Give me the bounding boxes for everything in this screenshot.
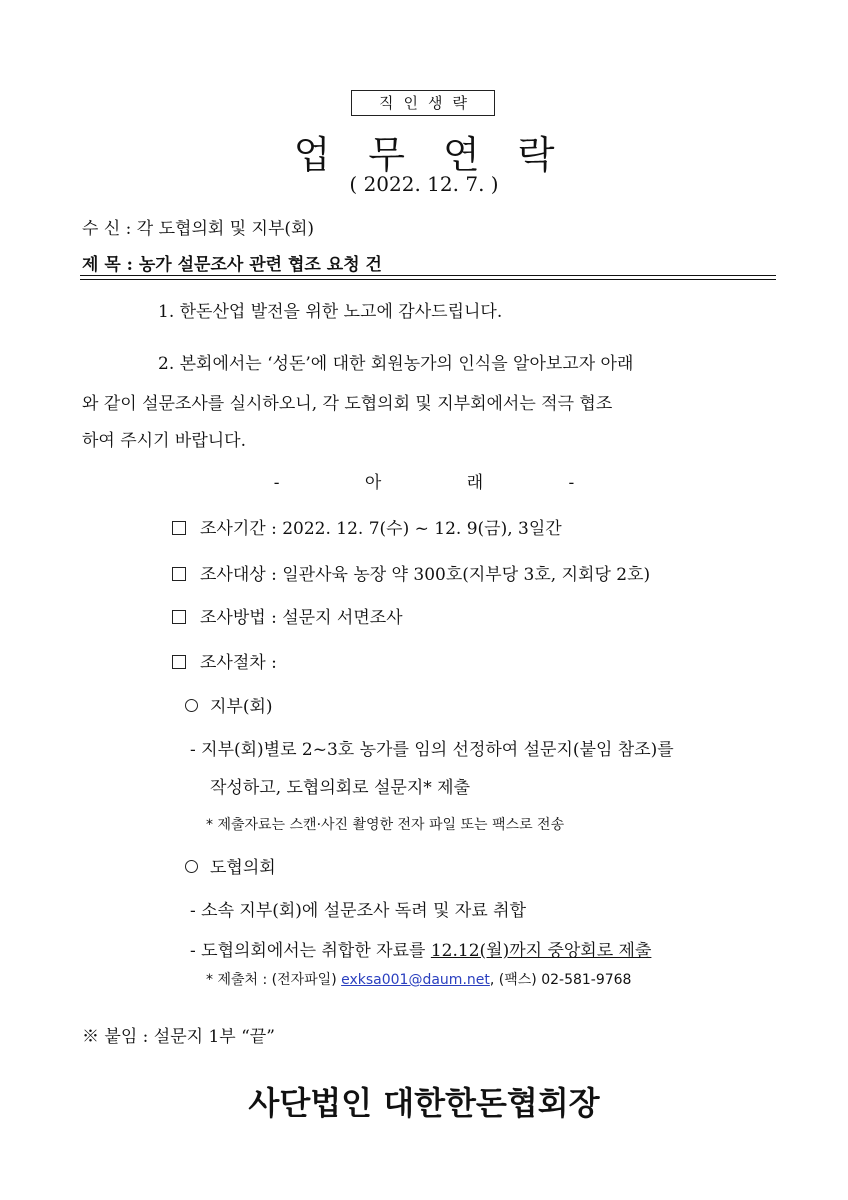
branch-note: * 제출자료는 스캔·사진 촬영한 전자 파일 또는 팩스로 전송 [206, 817, 565, 833]
circle-bullet-icon [185, 860, 198, 873]
below-heading: - 아 래 - [273, 473, 615, 493]
omitted-seal-stamp: 직인생략 [351, 90, 495, 116]
branch-line-1: - 지부(회)별로 2~3호 농가를 임의 선정하여 설문지(붙임 참조)를 [190, 740, 674, 760]
checkbox-square-icon [172, 567, 186, 581]
province-note-suffix: , (팩스) 02-581-9768 [489, 972, 632, 988]
submission-deadline: 12.12(월)까지 중앙회로 제출 [430, 941, 652, 961]
organization-signature: 사단법인 대한한돈협회장 [248, 1084, 600, 1122]
document-title: 업무연락 [293, 133, 593, 177]
province-line-2 [190, 936, 651, 961]
province-note-prefix: * 제출처 : (전자파일) [206, 972, 342, 988]
province-line-2-prefix: - 도협의회에서는 취합한 자료를 [190, 941, 431, 961]
branch-heading-text: 지부(회) [210, 697, 273, 717]
item-text: 조사절차 : [200, 653, 277, 673]
province-line-1: - 소속 지부(회)에 설문조사 독려 및 자료 취합 [190, 901, 527, 921]
checkbox-square-icon [172, 655, 186, 669]
checkbox-square-icon [172, 521, 186, 535]
document-date: ( 2022. 12. 7. ) [349, 172, 499, 196]
circle-bullet-icon [185, 699, 198, 712]
item-text: 조사방법 : 설문지 서면조사 [200, 608, 403, 628]
province-heading [185, 853, 276, 878]
subject-rule-top [80, 275, 776, 276]
paragraph-1: 1. 한돈산업 발전을 위한 노고에 감사드립니다. [158, 302, 503, 322]
item-survey-procedure [172, 648, 277, 673]
item-survey-period [172, 514, 562, 539]
item-survey-target [172, 560, 650, 585]
item-text: 조사기간 : 2022. 12. 7(수) ~ 12. 9(금), 3일간 [200, 519, 562, 539]
branch-line-2: 작성하고, 도협의회로 설문지* 제출 [210, 778, 471, 798]
paragraph-2-line-2: 와 같이 설문조사를 실시하오니, 각 도협의회 및 지부회에서는 적극 협조 [82, 394, 613, 414]
attachment-line: ※ 붙임 : 설문지 1부 “끝” [82, 1027, 275, 1047]
subject-rule-bottom [80, 279, 776, 280]
recipient-line: 수 신 : 각 도협의회 및 지부(회) [82, 219, 315, 239]
paragraph-2-line-1: 2. 본회에서는 ‘성돈’에 대한 회원농가의 인식을 알아보고자 아래 [158, 354, 634, 374]
item-text: 조사대상 : 일관사육 농장 약 300호(지부당 3호, 지회당 2호) [200, 565, 651, 585]
province-note [206, 969, 631, 989]
item-survey-method [172, 603, 403, 628]
email-link[interactable]: exksa001@daum.net [341, 972, 490, 988]
province-heading-text: 도협의회 [210, 858, 276, 878]
subject-line: 제 목 : 농가 설문조사 관련 협조 요청 건 [82, 255, 382, 275]
paragraph-2-line-3: 하여 주시기 바랍니다. [82, 431, 247, 451]
checkbox-square-icon [172, 610, 186, 624]
branch-heading [185, 692, 273, 717]
